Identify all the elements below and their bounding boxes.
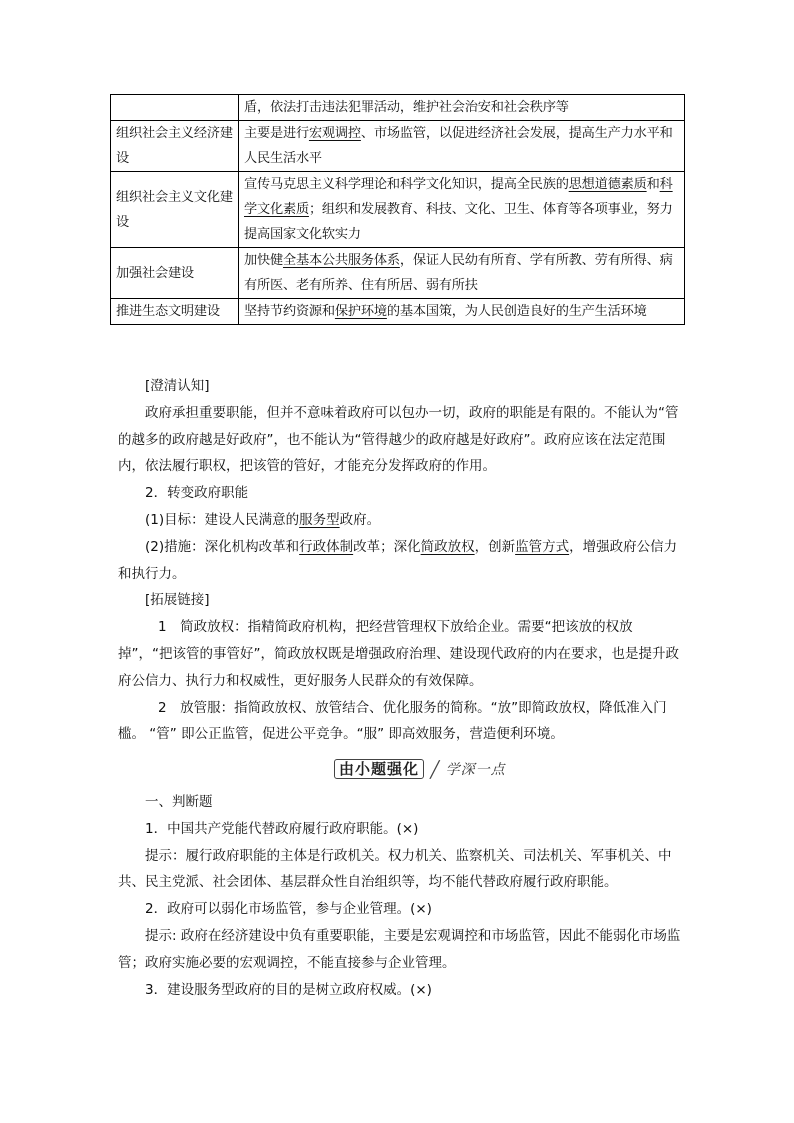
function-category (111, 95, 239, 121)
transform-heading: 2．转变政府职能 (145, 485, 249, 502)
measures-underlined-term: 行政体制 (299, 538, 354, 555)
banner-title: 由小题强化 (334, 759, 424, 779)
quiz-question-3: 3．建设服务型政府的目的是树立政府权威。(×) (145, 981, 432, 998)
function-description-text: 加快健 (244, 253, 283, 268)
extend-item-2: 2 放管服：指简政放权、放管结合、优化服务的简称。“放”即简政放权，降低准入门槛。 “管” 即公正监管，促进公平竞争。“服” 即高效服务，营造便利环境。 (118, 699, 667, 743)
measures-text: ，增强政府公信力和执行力。 (118, 538, 678, 582)
extend-item-1: 1 简政放权：指精简政府机构，把经营管理权下放给企业。需要“把该放的权放掉”，“把该管的事管好”，简政放权既是增强政府治理、建设现代政府的内在要求，也是提升政府公信力、执行力和权威性，更好服务人民群众的有效保障。 (118, 619, 679, 689)
function-description-text: 宣传马克思主义科学理论和科学文化知识，提高全民族的 (244, 177, 569, 192)
function-description (239, 121, 685, 172)
function-description-text: 、市场监管，以促进经济社会发展，提高生产力水平和人民生活水平 (244, 126, 673, 166)
function-description (239, 299, 685, 325)
transform-goal (118, 507, 686, 534)
function-description-text: ；组织和发展教育、科技、文化、卫生、体育等各项事业，努力提高国家文化软实力 (244, 202, 673, 242)
measures-underlined-term: 监管方式 (515, 538, 570, 555)
measures-text: ，创新 (474, 538, 516, 555)
function-description-underlined-term: 思想道德素质 (568, 177, 647, 192)
function-description-underlined-term: 保护环境 (334, 304, 387, 319)
table-row (111, 95, 685, 121)
function-description-underlined-term: 科学文化素质 (244, 177, 673, 217)
extend-tag: [拓展链接] (145, 592, 210, 609)
function-description-text: ，保证人民幼有所育、学有所教、劳有所得、病有所医、老有所养、住有所居、弱有所扶 (244, 253, 673, 293)
measures-underlined-term: 简政放权 (420, 538, 475, 555)
function-description-text: 和 (646, 177, 660, 192)
table-row (111, 121, 685, 172)
clarify-section (118, 373, 686, 748)
quiz-hint-1: 提示：履行政府职能的主体是行政机关。权力机关、监察机关、司法机关、军事机关、中共、民主党派、社会团体、基层群众性自治组织等，均不能代替政府履行政府职能。 (118, 847, 672, 891)
transform-measures (118, 534, 686, 588)
quiz-section (118, 789, 686, 1003)
banner-divider-icon: ╱ (430, 759, 440, 779)
function-description-underlined-term: 宏观调控 (308, 126, 361, 141)
measures-text: (2)措施：深化机构改革和 (145, 538, 300, 555)
clarify-text: 政府承担重要职能，但并不意味着政府可以包办一切，政府的职能是有限的。不能认为“管的越多的政府越是好政府”，也不能认为“管得越少的政府越是好政府”。政府应该在法定范围内，依法履行职权，把该管的管好，才能充分发挥政府的作用。 (118, 404, 679, 475)
function-description (239, 172, 685, 248)
function-category: 组织社会主义文化建设 (111, 172, 239, 248)
quiz-question-2: 2．政府可以弱化市场监管，参与企业管理。(×) (145, 901, 432, 918)
function-category: 加强社会建设 (111, 248, 239, 299)
function-description (239, 248, 685, 299)
clarify-tag: [澄清认知] (145, 378, 210, 394)
quiz-hint-2: 提示: 政府在经济建设中负有重要职能，主要是宏观调控和市场监管，因此不能弱化市场监管；政府实施必要的宏观调控，不能直接参与企业管理。 (118, 927, 681, 971)
function-category: 推进生态文明建设 (111, 299, 239, 325)
table-row (111, 299, 685, 325)
function-description-text: 盾，依法打击违法犯罪活动，维护社会治安和社会秩序等 (244, 100, 569, 115)
quiz-section-title: 一、判断题 (145, 794, 213, 810)
table-row (111, 248, 685, 299)
function-category: 组织社会主义经济建设 (111, 121, 239, 172)
goal-underlined-term: 服务型 (299, 511, 340, 528)
goal-text: 政府。 (339, 511, 381, 528)
measures-text: 改革；深化 (353, 538, 421, 555)
function-description (239, 95, 685, 121)
goal-text: (1)目标：建设人民满意的 (145, 511, 300, 528)
table-row (111, 172, 685, 248)
banner-subtitle: 学深一点 (445, 762, 506, 778)
function-description-text: 的基本国策，为人民创造良好的生产生活环境 (386, 304, 647, 319)
section-banner (334, 758, 506, 780)
function-description-text: 坚持节约资源和 (244, 304, 335, 319)
quiz-question-1: 1．中国共产党能代替政府履行政府职能。(×) (145, 820, 419, 837)
government-functions-table (110, 94, 685, 325)
function-description-text: 主要是进行 (244, 126, 309, 141)
function-description-underlined-term: 全基本公共服务体系 (282, 253, 400, 268)
